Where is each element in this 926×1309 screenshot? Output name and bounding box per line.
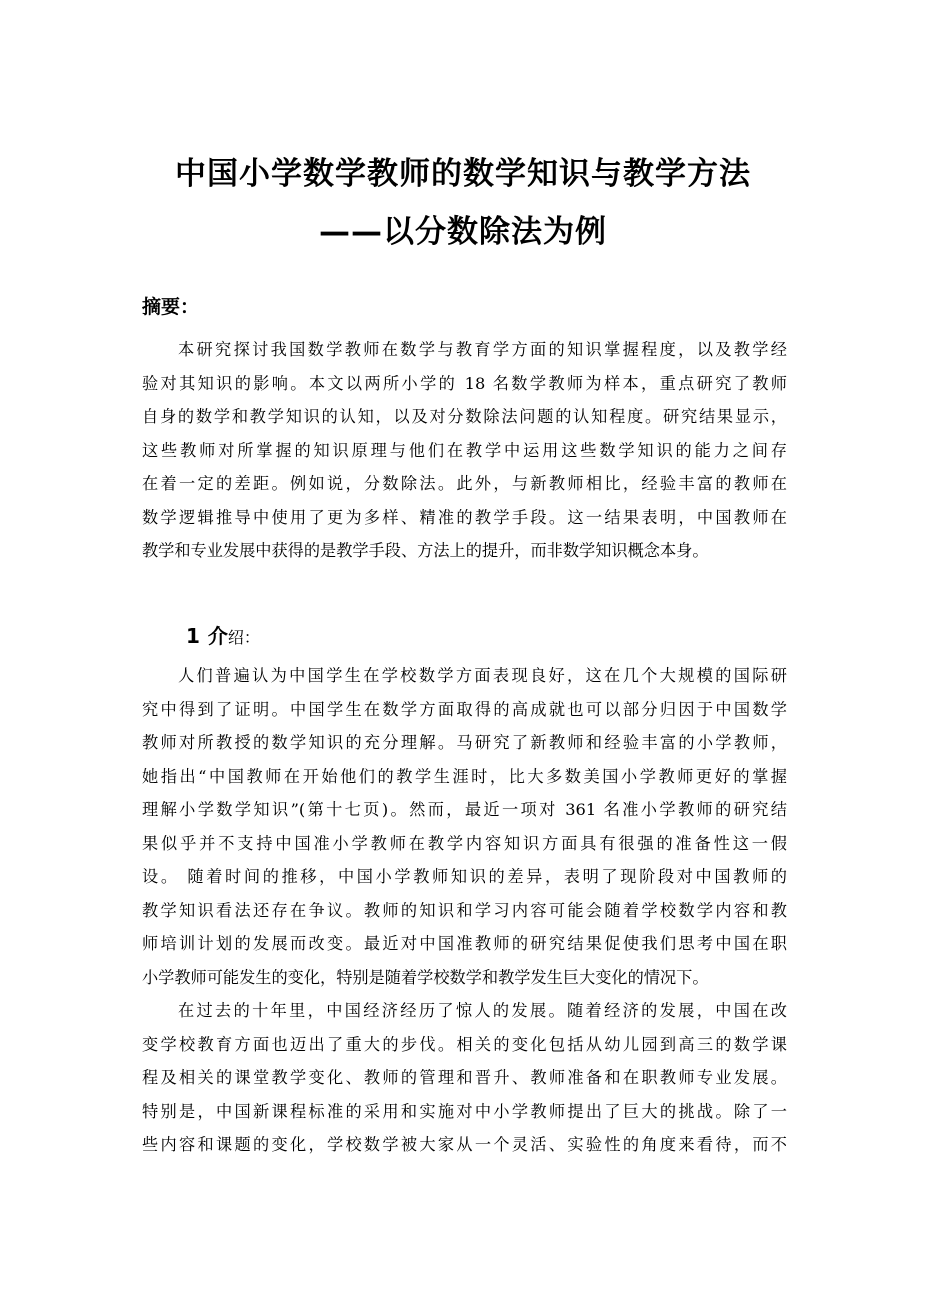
abstract-line: 教学和专业发展中获得的是教学手段、方法上的提升，而非数学知识概念本身。 [142, 541, 709, 560]
abstract-line: 验对其知识的影响。本文以两所小学的 18 名数学教师为样本，重点研究了教师 [142, 373, 787, 393]
abstract-line: 在着一定的差距。例如说，分数除法。此外，与新教师相比，经验丰富的教师在 [142, 474, 787, 493]
body-line: 程及相关的课堂教学变化、教师的管理和晋升、教师准备和在职教师专业发展。 [142, 1068, 787, 1087]
section-title: 介 [207, 624, 228, 648]
paper-title: 中国小学数学教师的数学知识与教学方法 [175, 156, 751, 192]
introduction-body [142, 662, 787, 1165]
body-line: 小学教师可能发生的变化，特别是随着学校数学和教学发生巨大变化的情况下。 [142, 967, 709, 987]
body-line: 人们普遍认为中国学生在学校数学方面表现良好，这在几个大规模的国际研 [178, 666, 787, 685]
abstract-line: 这些教师对所掌握的知识原理与他们在教学中运用这些数学知识的能力之间存 [142, 440, 787, 460]
body-line: 设。 随着时间的推移，中国小学教师知识的差异，表明了现阶段对中国教师的 [142, 867, 787, 886]
abstract-line: 本研究探讨我国数学教师在数学与教育学方面的知识掌握程度，以及教学经 [178, 340, 787, 359]
abstract-line: 数学逻辑推导中使用了更为多样、精准的教学手段。这一结果表明，中国教师在 [142, 507, 787, 527]
body-line: 变学校教育方面也迈出了重大的步伐。相关的变化包括从幼儿园到高三的数学课 [142, 1034, 787, 1054]
abstract-paragraph [142, 336, 787, 571]
abstract-line: 自身的数学和教学知识的认知，以及对分数除法问题的认知程度。研究结果显示， [142, 407, 787, 426]
body-line: 在过去的十年里，中国经济经历了惊人的发展。随着经济的发展，中国在改 [178, 1001, 787, 1020]
section-number: 1 [186, 624, 200, 648]
body-line: 她指出“中国教师在开始他们的教学生涯时，比大多数美国小学教师更好的掌握 [142, 766, 787, 786]
body-line: 究中得到了证明。中国学生在数学方面取得的高成就也可以部分归因于中国数学 [142, 699, 787, 719]
section-title-suffix: 绍： [227, 628, 260, 647]
body-line: 教师对所教授的数学知识的充分理解。马研究了新教师和经验丰富的小学教师， [142, 733, 787, 752]
body-line: 理解小学数学知识”(第十七页)。然而，最近一项对 361 名准小学教师的研究结 [142, 800, 787, 819]
body-line: 些内容和课题的变化，学校数学被大家从一个灵活、实验性的角度来看待，而不 [142, 1135, 787, 1154]
body-line: 果似乎并不支持中国准小学教师在教学内容知识方面具有很强的准备性这一假 [142, 833, 787, 853]
body-line: 特别是，中国新课程标准的采用和实施对中小学教师提出了巨大的挑战。除了一 [142, 1101, 787, 1121]
body-line: 教学知识看法还存在争议。教师的知识和学习内容可能会随着学校数学内容和教 [142, 900, 787, 920]
abstract-heading: 摘要： [142, 296, 200, 318]
section-heading-introduction [186, 620, 260, 649]
paper-subtitle: ——以分数除法为例 [319, 214, 607, 250]
body-line: 师培训计划的发展而改变。最近对中国准教师的研究结果促使我们思考中国在职 [142, 934, 787, 953]
